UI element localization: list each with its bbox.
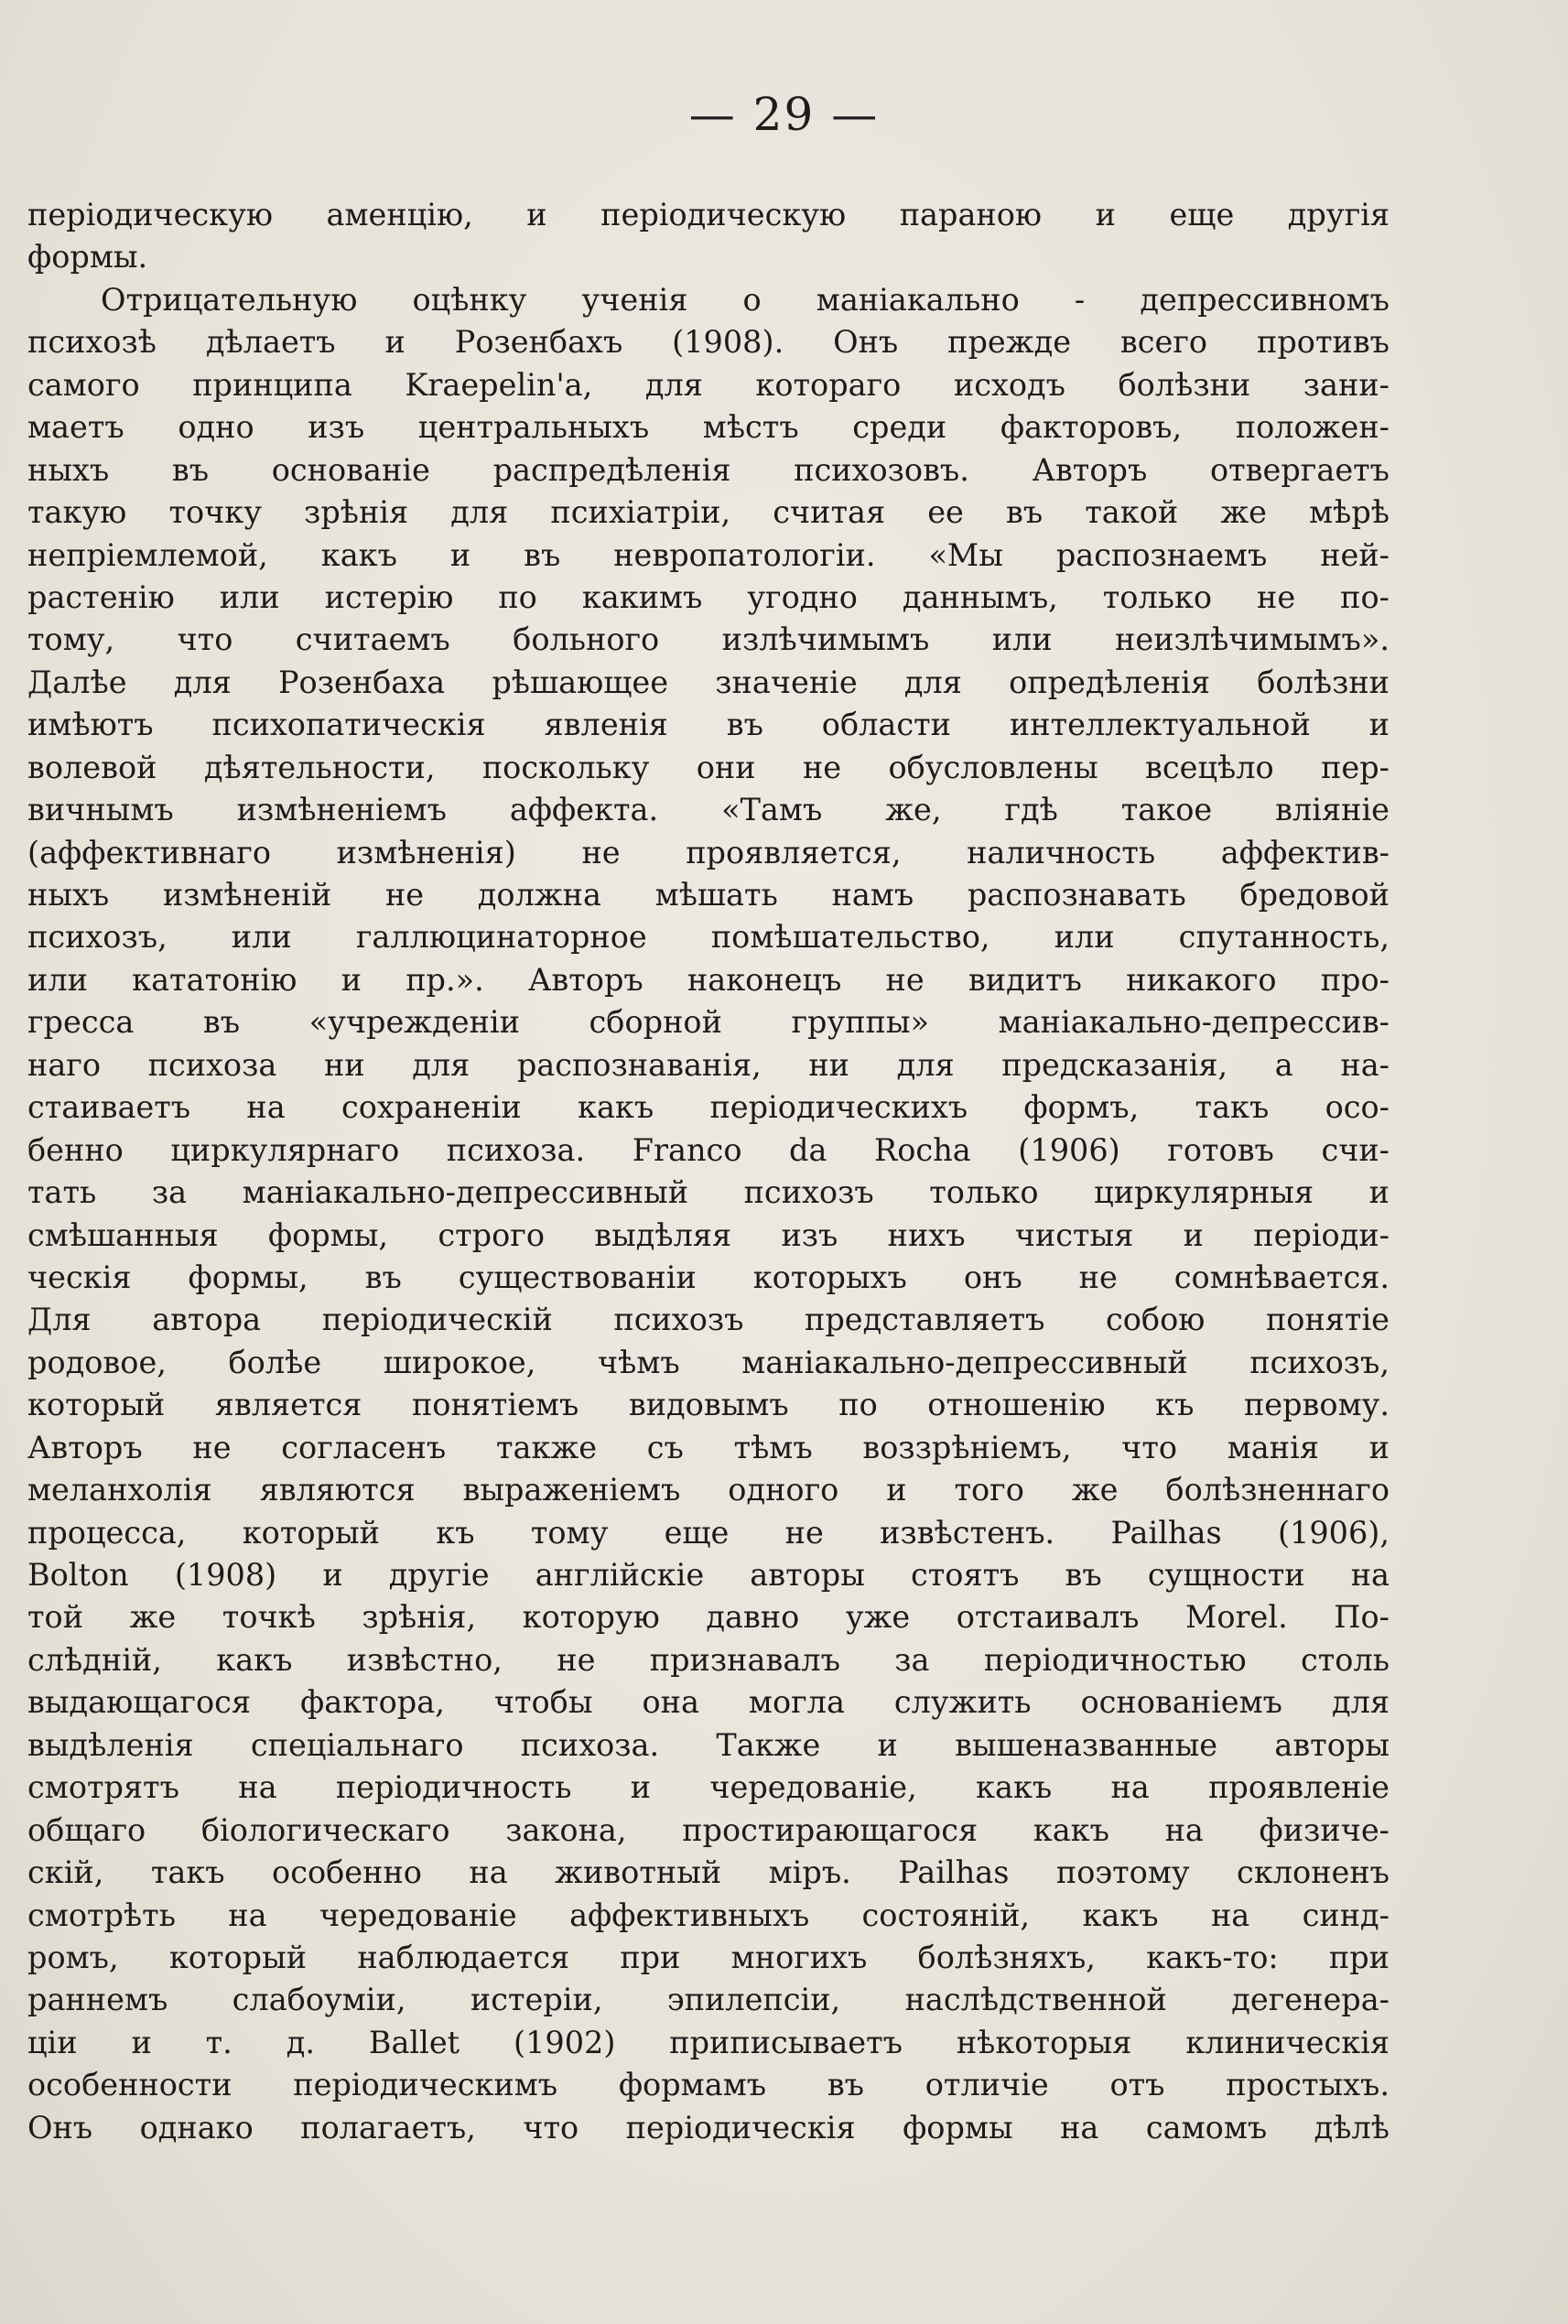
text-line: наго психоза ни для распознаванія, ни для предсказанія, а на- [27, 1046, 1390, 1083]
text-line: (аффективнаго измѣненія) не проявляется, наличность аффектив- [27, 834, 1390, 870]
text-line: имѣютъ психопатическія явленія въ области интеллектуальной и [27, 707, 1390, 743]
text-line: той же точкѣ зрѣнія, которую давно уже отстаивалъ Morel. По- [27, 1599, 1390, 1636]
text-line: или кататонію и пр.». Авторъ наконецъ не видитъ никакого про- [27, 961, 1390, 998]
text-line: періодическую аменцію, и періодическую параною и еще другія [27, 197, 1390, 232]
body-text [27, 194, 1390, 2149]
text-line: психозъ, или галлюцинаторное помѣшательство, или спутанность, [27, 919, 1390, 956]
text-line: Отрицательную оцѣнку ученія о маніакально - депрессивномъ [101, 281, 1390, 318]
text-line: процесса, который къ тому еще не извѣстенъ. Pailhas (1906), [27, 1514, 1390, 1551]
text-line: непріемлемой, какъ и въ невропатологіи. «Мы распознаемъ ней- [27, 536, 1390, 573]
text-line: выдѣленія спеціальнаго психоза. Также и вышеназванные авторы [27, 1726, 1390, 1763]
text-line: бенно циркулярнаго психоза. Franco da Rocha (1906) готовъ счи- [27, 1131, 1390, 1168]
text-line: ромъ, который наблюдается при многихъ болѣзняхъ, какъ-то: при [27, 1939, 1390, 1975]
text-line: ныхъ измѣненій не должна мѣшать намъ распознавать бредовой [27, 877, 1390, 913]
text-line: такую точку зрѣнія для психіатріи, считая ее въ такой же мѣрѣ [27, 494, 1390, 531]
text-line: ческія формы, въ существованіи которыхъ онъ не сомнѣвается. [27, 1259, 1390, 1295]
text-line: Онъ однако полагаетъ, что періодическія формы на самомъ дѣлѣ [27, 2109, 1390, 2146]
text-line: тать за маніакально-депрессивный психозъ только циркулярныя и [27, 1174, 1390, 1211]
text-line: родовое, болѣе широкое, чѣмъ маніакально-депрессивный психозъ, [27, 1344, 1390, 1380]
text-line: Для автора періодическій психозъ представляетъ собою понятіе [27, 1302, 1390, 1338]
text-line: особенности періодическимъ формамъ въ отличіе отъ простыхъ. [27, 2067, 1390, 2103]
text-line: волевой дѣятельности, поскольку они не обусловлены всецѣло пер- [27, 749, 1390, 785]
text-line: самого принципа Kraepelin'а, для котораго исходъ болѣзни зани- [27, 366, 1390, 403]
text-line: ныхъ въ основаніе распредѣленія психозовъ. Авторъ отвергаетъ [27, 451, 1390, 488]
text-line: тому, что считаемъ больного излѣчимымъ или неизлѣчимымъ». [27, 622, 1390, 658]
text-line: растенію или истерію по какимъ угодно даннымъ, только не по- [27, 578, 1390, 615]
text-line: гресса въ «учрежденіи сборной группы» маніакально-депрессив- [27, 1004, 1390, 1041]
text-line: смотрятъ на періодичность и чередованіе, какъ на проявленіе [27, 1769, 1390, 1806]
text-line: Авторъ не согласенъ также съ тѣмъ воззрѣніемъ, что манія и [27, 1429, 1390, 1465]
text-line: слѣдній, какъ извѣстно, не признавалъ за періодичностью столь [27, 1641, 1390, 1678]
text-line: формы. [27, 239, 148, 276]
text-line: психозѣ дѣлаетъ и Розенбахъ (1908). Онъ прежде всего противъ [27, 324, 1390, 361]
text-line: раннемъ слабоуміи, истеріи, эпилепсіи, наслѣдственной дегенера- [27, 1982, 1390, 2018]
text-line: смѣшанныя формы, строго выдѣляя изъ нихъ чистыя и періоди- [27, 1216, 1390, 1253]
text-line: скій, такъ особенно на животный міръ. Pailhas поэтому склоненъ [27, 1854, 1390, 1891]
text-line: смотрѣть на чередованіе аффективныхъ состояній, какъ на синд- [27, 1897, 1390, 1933]
text-line: ціи и т. д. Ballet (1902) приписываетъ нѣкоторыя клиническія [27, 2024, 1390, 2060]
text-line: стаиваетъ на сохраненіи какъ періодическихъ формъ, такъ осо- [27, 1089, 1390, 1126]
text-line: меланхолія являются выраженіемъ одного и того же болѣзненнаго [27, 1472, 1390, 1508]
text-line: Bolton (1908) и другіе англійскіе авторы стоятъ въ сущности на [27, 1557, 1390, 1593]
page-number: — 29 — [688, 88, 880, 141]
text-line: маетъ одно изъ центральныхъ мѣстъ среди факторовъ, положен- [27, 409, 1390, 446]
text-line: Далѣе для Розенбаха рѣшающее значеніе для опредѣленія болѣзни [27, 664, 1390, 700]
text-line: общаго біологическаго закона, простирающагося какъ на физиче- [27, 1811, 1390, 1848]
text-line: выдающагося фактора, чтобы она могла служить основаніемъ для [27, 1684, 1390, 1721]
text-line: вичнымъ измѣненіемъ аффекта. «Тамъ же, гдѣ такое вліяніе [27, 792, 1390, 828]
text-line: который является понятіемъ видовымъ по отношенію къ первому. [27, 1387, 1390, 1423]
